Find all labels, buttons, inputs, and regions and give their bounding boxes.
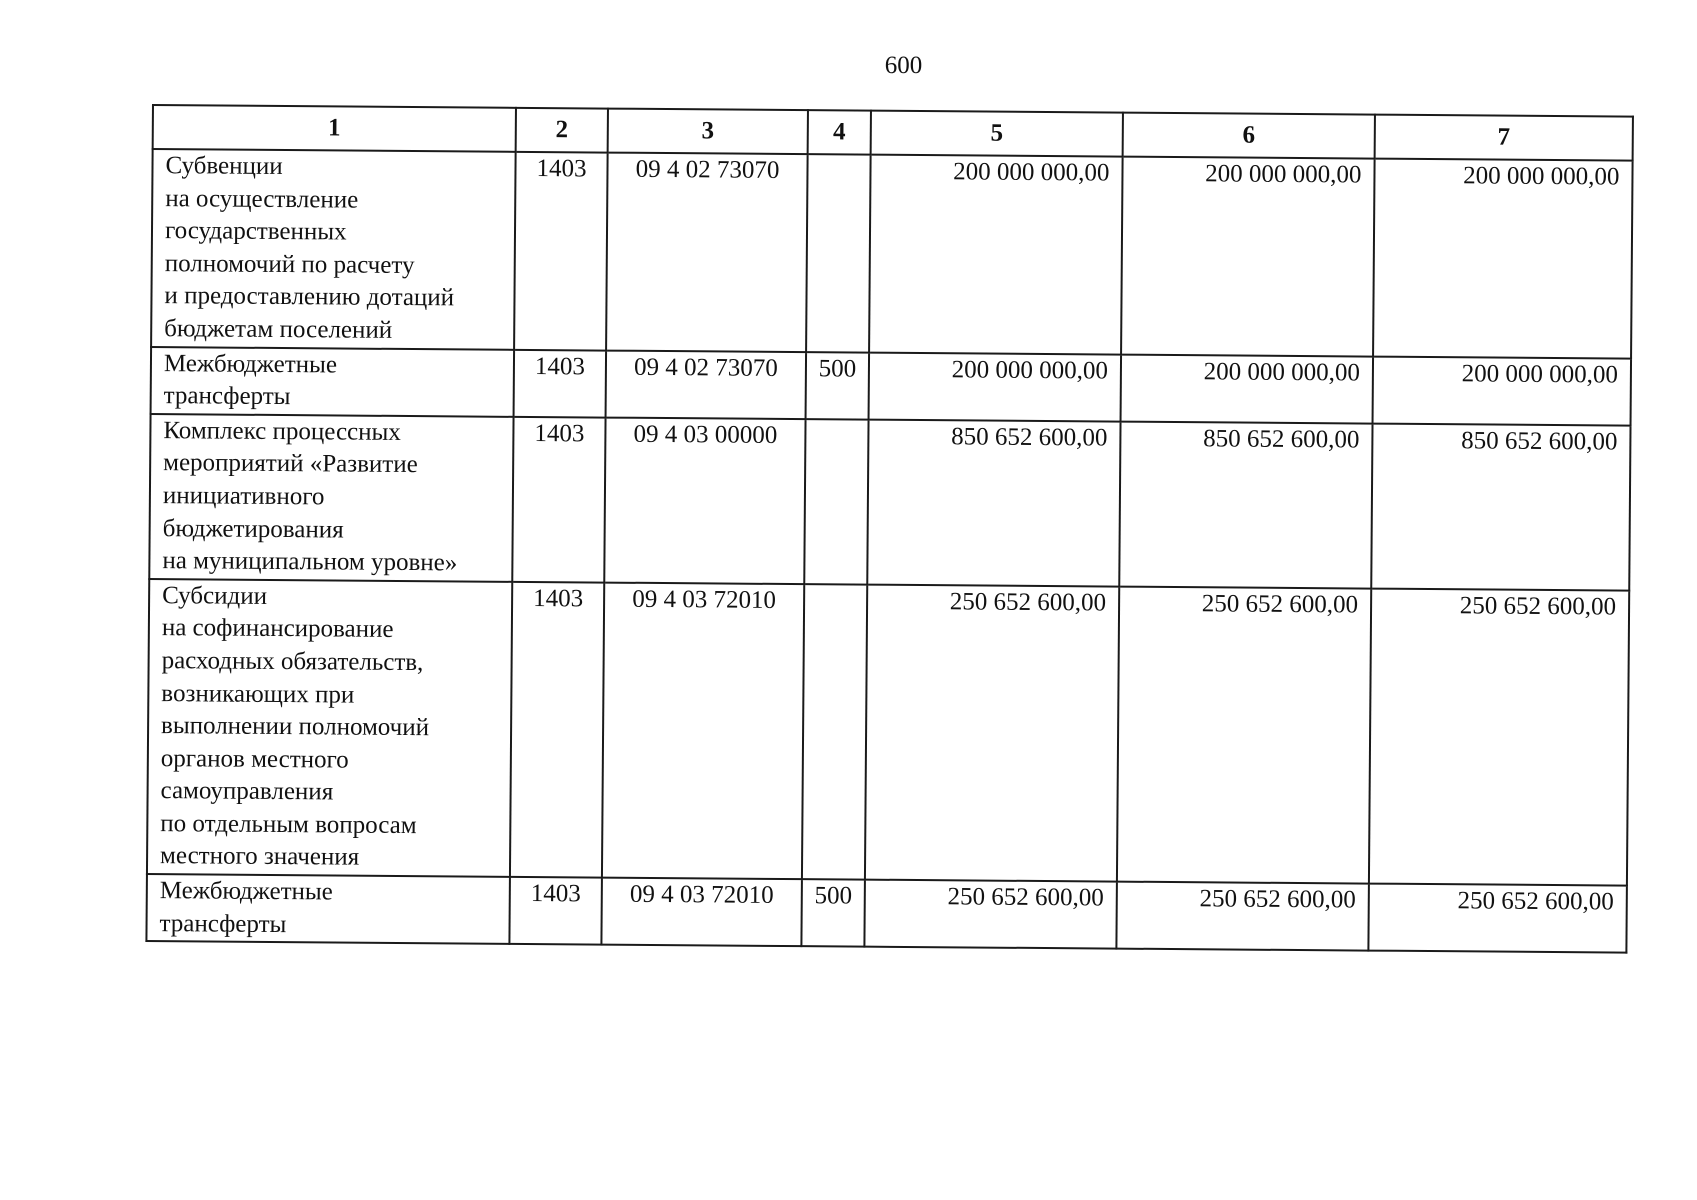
row-amount-5: 200 000 000,00 — [869, 155, 1123, 355]
row-amount-7: 250 652 600,00 — [1369, 588, 1629, 885]
row-article: 09 4 03 72010 — [602, 582, 804, 879]
row-article: 09 4 02 73070 — [606, 153, 808, 352]
table-row — [147, 579, 1629, 886]
row-type — [806, 154, 871, 352]
header-col-6: 6 — [1123, 113, 1375, 159]
row-amount-7: 200 000 000,00 — [1373, 356, 1632, 425]
row-amount-6: 850 652 600,00 — [1119, 421, 1372, 588]
row-type: 500 — [806, 352, 870, 420]
row-name: Межбюджетные трансферты — [146, 874, 510, 944]
row-amount-7: 850 652 600,00 — [1371, 423, 1630, 590]
table-row — [151, 149, 1633, 358]
row-type — [804, 419, 868, 584]
row-section: 1403 — [510, 582, 604, 878]
row-amount-5: 250 652 600,00 — [864, 880, 1117, 949]
row-section: 1403 — [509, 877, 602, 945]
row-amount-5: 250 652 600,00 — [865, 584, 1119, 881]
row-amount-6: 250 652 600,00 — [1116, 882, 1369, 951]
row-name: Субсидии на софинансирование расходных обязательств, возникающих при выполнении полномочий органов местного самоуправления по отдельным вопросам местного значения — [147, 579, 512, 877]
header-col-7: 7 — [1375, 115, 1633, 161]
row-amount-5: 200 000 000,00 — [869, 352, 1122, 421]
header-col-3: 3 — [608, 109, 808, 155]
row-section: 1403 — [512, 417, 605, 583]
row-section: 1403 — [514, 152, 608, 350]
row-type: 500 — [801, 879, 865, 947]
row-amount-6: 200 000 000,00 — [1121, 354, 1374, 423]
row-name: Межбюджетные трансферты — [151, 347, 515, 417]
row-name: Комплекс процессных мероприятий «Развитие инициативного бюджетирования на муниципальном уровне» — [149, 414, 513, 582]
row-amount-5: 850 652 600,00 — [867, 419, 1120, 586]
row-amount-7: 200 000 000,00 — [1373, 159, 1633, 359]
row-amount-7: 250 652 600,00 — [1368, 884, 1627, 953]
row-type — [802, 584, 867, 880]
row-article: 09 4 02 73070 — [606, 350, 807, 419]
table-row — [149, 414, 1630, 591]
table-row — [151, 347, 1631, 426]
budget-table — [145, 104, 1634, 954]
row-section: 1403 — [514, 349, 607, 417]
page-number: 600 — [884, 52, 923, 79]
row-article: 09 4 03 00000 — [604, 417, 805, 584]
row-article: 09 4 03 72010 — [601, 878, 802, 947]
row-name: Субвенции на осуществление государственных полномочий по расчету и предоставлению дотаций бюджетам поселений — [151, 149, 516, 349]
header-col-4: 4 — [808, 110, 871, 154]
row-amount-6: 200 000 000,00 — [1121, 157, 1375, 357]
header-col-2: 2 — [516, 108, 608, 153]
header-col-1: 1 — [153, 105, 516, 152]
row-amount-6: 250 652 600,00 — [1117, 586, 1371, 883]
table-row — [146, 874, 1626, 953]
header-col-5: 5 — [871, 111, 1123, 157]
